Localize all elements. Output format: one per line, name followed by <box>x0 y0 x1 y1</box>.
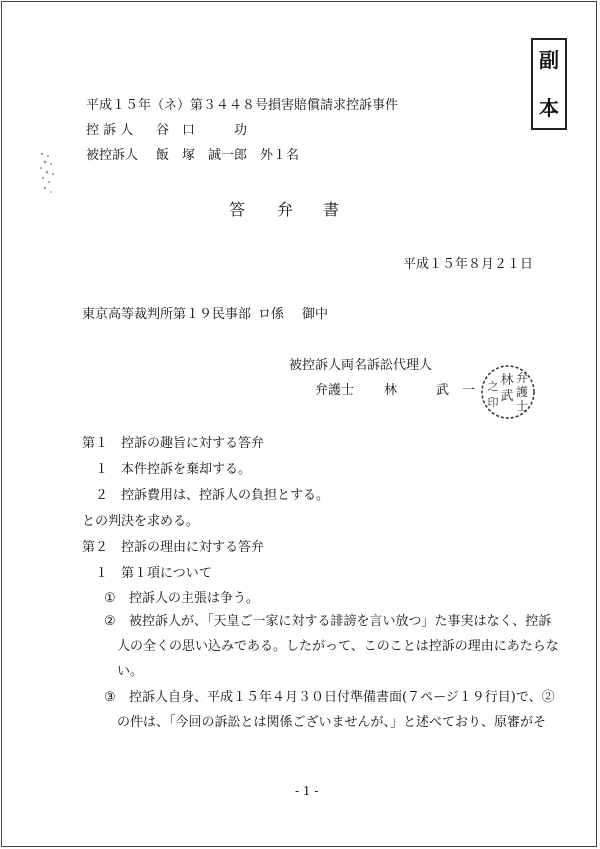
section1-item2: ２ 控訴費用は、控訴人の負担とする。 <box>95 488 330 503</box>
section1-item1: １ 本件控訴を棄却する。 <box>95 462 252 477</box>
paragraph2-line3: い。 <box>117 664 144 679</box>
document-date: 平成１５年８月２１日 <box>403 257 534 272</box>
appellee-name: 飯 塚 誠一郎 外１名 <box>156 148 300 163</box>
paragraph2-number: ② <box>104 614 116 629</box>
section1-heading: 第１ 控訴の趣旨に対する答弁 <box>82 436 265 451</box>
paragraph2-line1: 被控訴人が、「天皇ご一家に対する誹謗を言い放つ」た事実はなく、控訴 <box>129 614 552 629</box>
svg-text:弁: 弁 <box>515 371 529 385</box>
page-number: - 1 - <box>295 784 319 798</box>
addressee-honorific: 御中 <box>302 307 329 322</box>
section2-heading: 第２ 控訴の理由に対する答弁 <box>82 540 265 555</box>
appellee-label: 被控訴人 <box>86 148 139 163</box>
addressee-court: 東京高等裁判所第１９民事部 <box>82 307 252 322</box>
appellant-name: 谷 口 功 <box>156 123 248 138</box>
addressee-section: ロ係 <box>258 307 285 322</box>
document-title-char-1: 答 <box>229 200 246 219</box>
svg-text:印: 印 <box>487 396 499 409</box>
paragraph3-line1: 控訴人自身、平成１５年４月３０日付準備書面(７ページ１９行目)で、② <box>129 690 555 705</box>
paragraph2-line2: 人の全くの思い込みである。したがって、このことは控訴の理由にあたらな <box>117 639 559 654</box>
appellant-label: 控 訴 人 <box>86 123 134 138</box>
case-number: 平成１５年（ネ）第３４４８号損害賠償請求控訴事件 <box>86 98 399 113</box>
svg-text:之: 之 <box>487 380 499 393</box>
copy-stamp <box>531 38 567 130</box>
margin-mark <box>36 150 58 196</box>
copy-stamp-char-top: 副 <box>539 48 559 72</box>
signature-name: 林 武 一 <box>384 383 476 398</box>
svg-text:護: 護 <box>515 385 529 399</box>
document-title-char-2: 弁 <box>277 200 294 219</box>
copy-stamp-char-bottom: 本 <box>539 96 559 120</box>
svg-text:士: 士 <box>515 399 529 413</box>
signature-role: 被控訴人両名訴訟代理人 <box>289 358 433 373</box>
signature-title: 弁護士 <box>315 383 355 398</box>
section2-subsection1: １ 第１項について <box>95 566 212 581</box>
paragraph1-text: 控訴人の主張は争う。 <box>129 591 260 606</box>
paragraph3-number: ③ <box>104 690 116 705</box>
document-title-char-3: 書 <box>323 200 340 219</box>
paragraph1-number: ① <box>104 591 116 606</box>
section1-closing: との判決を求める。 <box>82 514 200 529</box>
svg-text:林: 林 <box>500 373 514 388</box>
paragraph3-line2: の件は、「今回の訴訟とは関係ございませんが、」と述べており、原審がそ <box>117 715 547 730</box>
attorney-seal <box>478 362 538 422</box>
svg-text:武: 武 <box>500 389 514 404</box>
